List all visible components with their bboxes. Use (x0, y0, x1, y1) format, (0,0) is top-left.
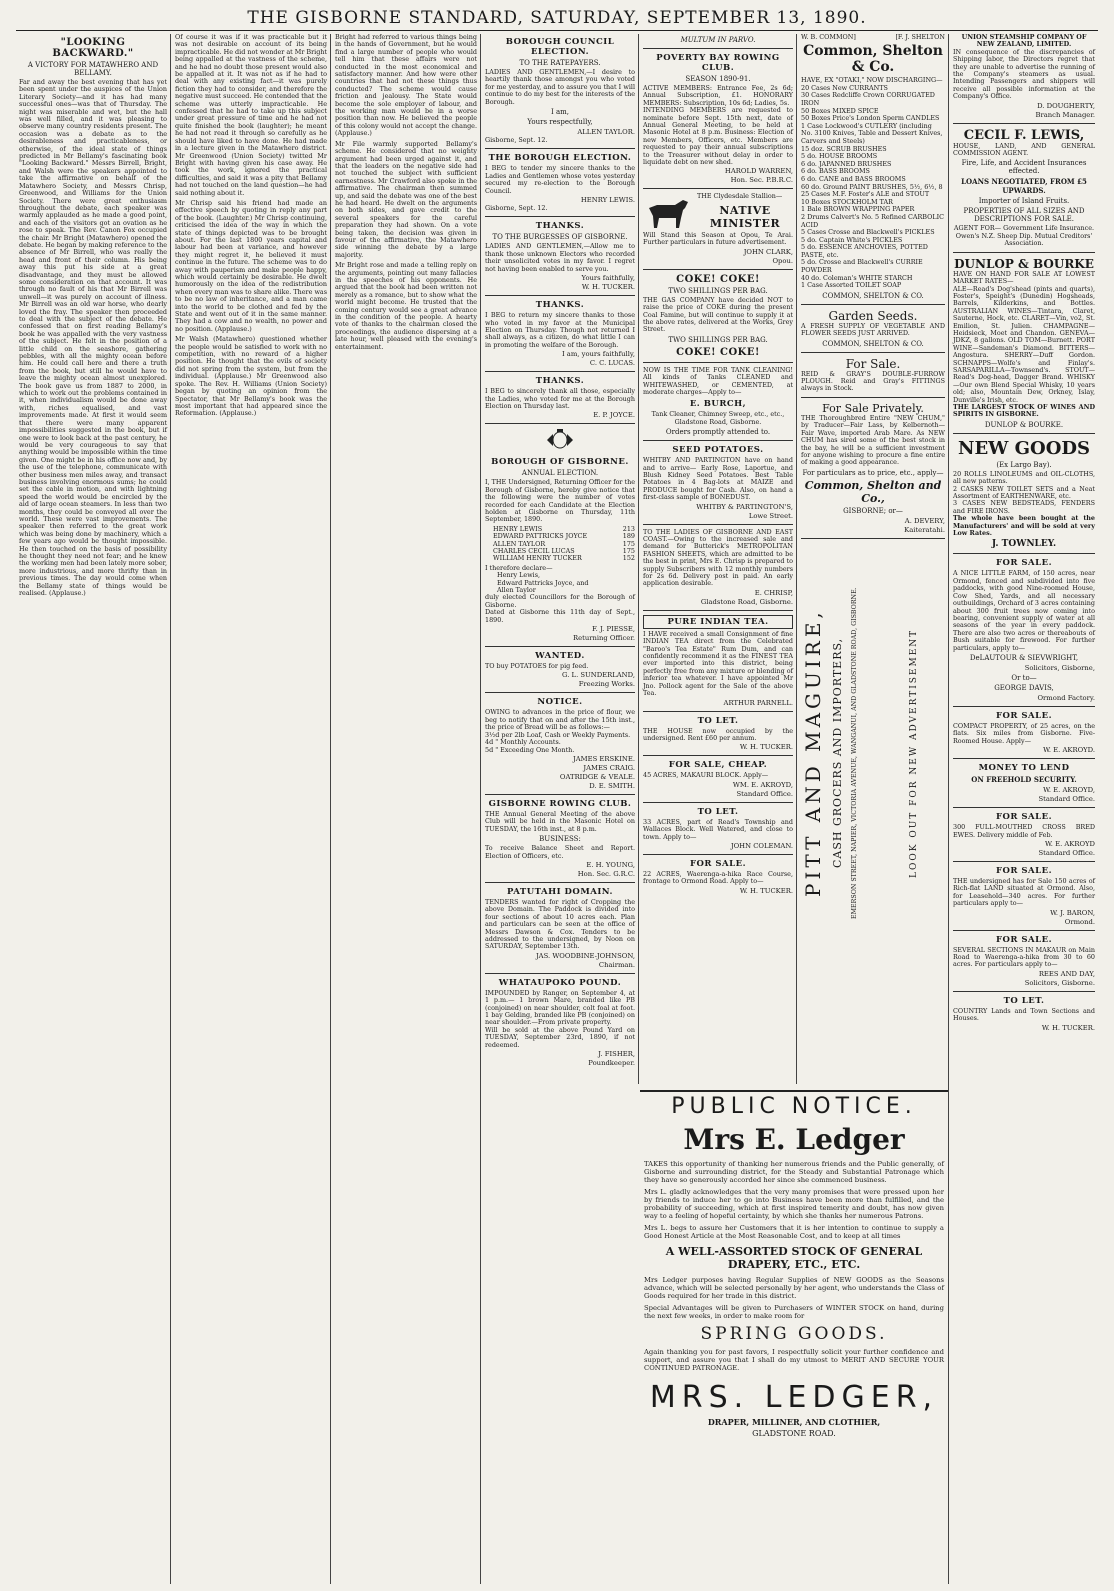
ad-role: Kaiteratahi. (904, 525, 945, 534)
ad-heading: FOR SALE. (995, 710, 1053, 721)
ad-body: I, THE Undersigned, Returning Officer for the Borough of Gisborne, hereby give notice that the following were the number of votes recorded for each Candidate at the Election holden at Gisborne on Thursday, 11th September, 1890. (485, 478, 635, 524)
divider (643, 269, 793, 270)
ad-signature: COMMON, SHELTON & CO. (822, 291, 924, 300)
divider (485, 371, 635, 372)
masthead: THE GISBORNE STANDARD, SATURDAY, SEPTEMBER 13, 1890. (247, 8, 867, 28)
ad-body: IMPOUNDED by Ranger, on September 4, at 1 p.m.— 1 brown Mare, branded like PB (conjoined) on near shoulder, colt foal at foot. 1 bay Gelding, branded like PB (conjoined) on near shoulder.—From private property. (485, 988, 635, 1027)
ad-body: LADIES AND GENTLEMEN,—Allow me to thank those unknown Electors who recorded their unsolicited votes in my favor. I regret not having been enabled to serve you. (485, 242, 635, 273)
ad-role: Branch Manager. (1035, 110, 1095, 119)
ad-signature: JAMES ERSKINE. (573, 754, 635, 763)
merchant-role: DRAPER, MILLINER, AND CLOTHIER, (707, 1417, 881, 1427)
stallion-ad (643, 193, 793, 231)
ad-signature: J. FISHER, (598, 1050, 635, 1059)
ad-signature: DeLAUTOUR & SIEVWRIGHT, (969, 653, 1079, 662)
ad-body: The whole have been bought at the Manufacturers' and will be sold at very Low Rates. (953, 514, 1095, 538)
candidate-name: EDWARD PATTRICKS JOYCE (493, 532, 588, 541)
column-agents (950, 34, 1098, 1584)
vote-count: 175 (622, 547, 635, 555)
ad-subheading: ANNUAL ELECTION. (521, 469, 599, 478)
ad-heading: PATUTAHI DOMAIN. (506, 886, 613, 897)
ad-heading: FOR SALE. (995, 934, 1053, 945)
list-item: 20 ROLLS LINOLEUMS and OIL-CLOTHS, all new patterns. (953, 469, 1095, 486)
ad-text: Or to— (1011, 673, 1037, 682)
ad-role: Hon. Sec. P.B.R.C. (730, 176, 793, 185)
article-body: Mr Chrisp said his friend had made an effective speech by quoting in reply any part of the book. (Laughter.) Mr Chrisp continuing, criticised the idea of the way in which the state of things depicted was to be brought about. For the last 1800 years capital and labour had been at variance, and however they might regret it, he believed it must continue in the future. The scheme was to do away with pauperism and make people happy, which would certainly be desirable. He dwelt humorously on the idea of the redistribution when every man was to share alike. There was to be no law of inheritance, and a man came into the world to be clothed and fed by the State and went out of it in the same manner. They had a cow and no wealth, no power and no position. (Applause.) (175, 198, 327, 333)
ad-body: OWING to advances in the price of flour, we beg to notify that on and after the 15th inst., the price of Bread will be as follows:— (485, 708, 635, 732)
ad-signature: G. L. SUNDERLAND, (562, 671, 635, 680)
ad-body: THE GAS COMPANY have decided NOT to raise the price of COKE during the present Coal Famine, but will continue to supply it at the above rates, delivered at the Works, Grey Street. (643, 295, 793, 334)
list-item: 20 Cases New CURRANTS (801, 83, 888, 92)
ad-body: A NICE LITTLE FARM, of 150 acres, near Ormond, fenced and subdivided into five paddocks, with good Nine-roomed House, Cow Shed, Yards, and all necessary outbuildings, Orchard of 3 acres containing about 300 fruit trees now coming into bearing, convenient supply of water at all seasons of the year in every paddock. There are also two acres or thereabouts of Bush suitable for firewood. For further particulars, apply to— (953, 569, 1095, 652)
notice-paragraph: Mrs L. begs to assure her Customers that it is her intention to continue to supply a Good Honest Article at the Most Reasonable Cost, and to keep at all times (644, 1224, 944, 1240)
ad-heading: MONEY TO LEND (978, 763, 1070, 774)
column-looking-backward (16, 34, 170, 1584)
ad-signature: ALLEN TAYLOR. (577, 128, 635, 137)
ad-heading: FOR SALE. (995, 812, 1053, 823)
article-body: Mr File warmly supported Bellamy's scheme. He considered that no weighty argument had been urged against it, and that the leaders on the negative side had not touched the subject with sufficient earnestness. Mr Crawford also spoke in the affirmative. The chairman then summed up, and said the debate was one of the best he had heard. He dwelt on the arguments on both sides, and gave credit to the several speakers for the careful preparation they had shown. On a vote being taken, the decision was given in favour of the affirmative, the Matawhero side winning the debate by a large majority. (335, 139, 477, 259)
ad-signature: E. CHRISP, (754, 588, 793, 597)
ad-body: 22 ACRES, Waerenga-a-hika Race Course, frontage to Ormond Road. Apply to— (643, 869, 793, 886)
article-subtitle: A VICTORY FOR MATAWHERO AND BELLAMY. (27, 61, 159, 77)
price-line: 3½d per 2lb Loaf, Cash or Weekly Payments. (485, 730, 631, 739)
divider (953, 861, 1095, 862)
ad-role: Chairman. (598, 960, 635, 969)
ad-signature: REES AND DAY, (1038, 969, 1095, 978)
ad-signature: F. J. PIESSE, (591, 625, 635, 634)
ad-text: Fire, Life, and Accident Insurances effected. (961, 159, 1087, 176)
ad-heading: THE BOROUGH ELECTION. (488, 153, 632, 164)
ad-text: Orders promptly attended to. (665, 428, 771, 437)
ad-subheading: TWO SHILLINGS PER BAG. (668, 286, 768, 295)
divider (801, 538, 945, 539)
ad-signature: HAROLD WARREN, (724, 167, 793, 176)
article-body: Far and away the best evening that has yet been spent under the auspices of the Union Literary Society—and it has had many successful ones—was that of Thursday. The night was miserable and wet, but the hall was well filled, and it was pleasing to observe many country residents present. The occasion was a debate as to the desirableness and practicableness, or otherwise, of the ideal state of things predicted in Mr Bellamy's fascinating book "Looking Backward." Messrs Birrell, Bright, and Walsh were the speakers appointed to take the affirmative on behalf of the Matawhero Society, and Messrs Chrisp, Greenwood, and Williams for the Union Society. There were great enthusiasm throughout the debate, each speaker was warmly applauded as he made a good point, and each of the visitors got an ovation as he rose to speak. The Rev. Canon Fox occupied the chair. Mr Bright (Matawhero) opened the debate. He began by making reference to the absence of Mr Birrell, who was really the head and front of their column. His being away this put his side at a great disadvantage, and they must be allowed some consideration on that account. It was through no fault of his that Mr Birrell was unwell—it was purely on account of illness. Mr Birrell was an old war horse, who dearly loved the fray. The speaker then proceeded to deal with the subject of the debate. He confessed that on first reading Bellamy's book he was appalled with the very vastness of the subject. He felt in the position of a little child on the seashore, gathering pebbles, with all the mighty ocean before him. He could call here and there a truth from the book, but still he would have to leave the mighty ocean almost unexplored. The book gave us from 1887 to 2000, in which to work out the problems contained in it, when individualism would be done away with, riches equalised, and vast improvements made. At first it would seem that there were many apparent impossibilities suggested in the book, but if one were to look back at the past century, he would be very courageous to say that anything would be impossible within the time given. One might be in his office now and, by the use of the telephone, communicate with other business men miles away, and transact business involving enormous sums; he could set the cable in motion, and with lightning speed the world would be encircled by the aid of large ocean steamers. In less than two months, they could be conveyed all over the world. These were vast improvements. The speaker then referred to the great work which was being done by machinery, which a few years ago would be thought impossible. He then touched on the basis of possibility he thought they need not fear; and he knew the working men had been lately more sober, more industrious, and more thrifty than in previous times. The day would come when the Bellamy state of things would be realised. (Applause.) (19, 78, 167, 598)
firm-title: Common, Shelton & Co. (803, 43, 943, 76)
list-item: 6 do. BASS BROOMS (801, 167, 870, 176)
ad-signature: HENRY LEWIS. (580, 196, 635, 205)
list-item: 60 do. Ground PAINT BRUSHES, 5½, 6½, 8 (801, 182, 943, 191)
ad-body: 45 ACRES, MAKAURI BLOCK. Apply— (643, 771, 769, 780)
ad-date: Dated at Gisborne this 11th day of Sept., 1890. (485, 608, 635, 624)
notice-paragraph: Special Advantages will be given to Purchasers of WINTER STOCK on hand, during the next few weeks, in order to make room for (644, 1304, 944, 1320)
ad-body: HOUSE, LAND, AND GENERAL COMMISSION AGENT. (953, 141, 1095, 158)
ad-body: AGENT FOR— Government Life Insurance. Owen's N.Z. Sheep Dip. Mutual Creditors' Association. (953, 224, 1095, 248)
column-local-ads (640, 34, 796, 1084)
list-item: 5 do. Captain White's PICKLES (801, 235, 903, 244)
divider (485, 423, 635, 424)
ad-signature: OATRIDGE & VEALE. (559, 772, 635, 781)
list-item: 5 do. Crosse and Blackwell's CURRIE POWDER (801, 258, 923, 275)
divider (643, 854, 793, 855)
divider (953, 433, 1095, 434)
divider (801, 397, 945, 398)
ad-body: ON FREEHOLD SECURITY. (971, 775, 1077, 785)
ad-signature: J. TOWNLEY. (991, 539, 1057, 550)
list-item: 3 CASES NEW BEDSTEADS, FENDERS and FIRE IRONS. (953, 499, 1095, 515)
column-debate-continued (172, 34, 330, 1584)
ad-text: THE Clydesdale Stallion— (697, 192, 783, 201)
ad-text: PROPERTIES OF ALL SIZES AND DESCRIPTIONS FOR SALE. (963, 207, 1085, 224)
divider (485, 646, 635, 647)
ad-signature: W. H. TUCKER. (1041, 1023, 1095, 1032)
column-debate-end (332, 34, 480, 1584)
article-body: Mr Bright rose and made a telling reply on the arguments, pointing out many fallacies in the speeches of his opponents. He argued that the book had been written not merely as a romance, but to show what the world might become. He trusted that the coming century would see a great advance in the condition of the people. A hearty vote of thanks to the chairman closed the proceedings, the audience dispersing at a late hour, well pleased with the evening's entertainment. (335, 261, 477, 351)
elected-name: Allen Taylor (497, 586, 536, 595)
ad-role: Solicitors, Gisborne, (1024, 663, 1095, 672)
ad-role: Standard Office. (1038, 848, 1095, 857)
ad-text: LOANS NEGOTIATED, FROM £5 UPWARDS. (961, 177, 1087, 196)
vertical-subtitle: CASH GROCERS AND IMPORTERS, (831, 637, 844, 868)
elected-name: Edward Pattricks Joyce, and (497, 578, 589, 587)
ad-text: I am, yours faithfully, (561, 350, 635, 359)
ad-text: Tank Cleaner, Chimney Sweep, etc., etc., Gladstone Road, Gisborne. (651, 410, 785, 426)
ad-body: THE Thoroughbred Entire "NEW CHUM," by Traducer—Fair Lass, by Kelbernoth—Fair Wave, imported Arab Mare. As NEW CHUM has sired some of the best stock in the bay, he will be a sufficient investment for anyone wishing to procure a fine entire of making a good appearance. (801, 413, 945, 467)
divider (953, 930, 1095, 931)
ad-heading: FOR SALE, CHEAP. (668, 760, 768, 771)
divider (485, 216, 635, 217)
ad-signature: JAMES CRAIG. (583, 763, 635, 772)
list-item: 5 Cases Crosse and Blackwell's PICKLES (801, 228, 935, 237)
ad-body: INTENDING MEMBERS are requested to nominate before Sept. 15th next, date of Annual General Meeting, to be held at Masonic Hotel at 8 p.m. Business: Election of new Members, Officers, etc. Members are requested to pay their annual subscriptions to the Treasurer without delay in order to liquidate debt on new shed. (643, 106, 793, 167)
public-notice-ad (640, 1090, 948, 1584)
notice-paragraph: Mrs L. gladly acknowledges that the very many promises that were pressed upon her by friends to induce her to go into Business have been more than fulfilled, and the probability of succeeding, which at first inspired temerity and doubt, has now given way to a feeling of hopeful certainty, by which she thanks her numerous Patrons. (644, 1188, 944, 1220)
ad-role: Standard Office. (1038, 795, 1095, 804)
ad-text: GISBORNE; or— (843, 506, 903, 515)
vote-count: 152 (622, 554, 635, 563)
list-item: 50 Boxes MIXED SPICE (801, 106, 879, 115)
ad-heading: TO LET. (1003, 995, 1045, 1006)
divider (953, 123, 1095, 124)
list-item: 50 Boxes Price's London Sperm CANDLES (801, 114, 940, 123)
candidate-name: HENRY LEWIS (493, 524, 543, 533)
ad-role: Opou. (772, 256, 793, 265)
list-item: 15 doz. SCRUB BRUSHES (801, 144, 887, 153)
ad-heading: For Sale. (845, 356, 901, 371)
divider (485, 692, 635, 693)
ad-signature: W. H. TUCKER. (739, 743, 793, 752)
ad-body: TO buy POTATOES for pig feed. (485, 662, 589, 671)
ad-signature: W. J. BARON, (1050, 908, 1095, 917)
vertical-address: EMERSON STREET, NAPIER, VICTORIA AVENUE, WANGANUI, AND GLADSTONE ROAD, GISBORNE. (851, 586, 858, 919)
vertical-notice: LOOK OUT FOR NEW ADVERTISEMENT (909, 628, 919, 878)
column-merchants (798, 34, 948, 1084)
result-row (493, 555, 635, 562)
ad-text: BUSINESS: (539, 835, 581, 844)
ad-heading: PURE INDIAN TEA. (643, 615, 793, 629)
ad-body: IN consequence of the discrepancies of Shipping labor, the Directors regret that they are unable to advertise the running of the Company's steamers as usual. Intending Passengers and shippers will receive all possible information at the Company's Office. (953, 47, 1095, 101)
ad-subheading: SEASON 1890-91. (685, 75, 751, 83)
ad-heading: BOROUGH OF GISBORNE. (491, 457, 629, 468)
divider (643, 362, 793, 363)
ad-body: THE undersigned has for Sale 150 acres of Rich-flat LAND situated at Ormond. Also, for Leasehold—340 acres. For further particulars apply to— (953, 876, 1095, 908)
divider (953, 758, 1095, 759)
ad-date: Gisborne, Sept. 12. (485, 136, 548, 145)
ad-signature: W. E. AKROYD. (1043, 746, 1095, 755)
ad-body: THE Annual General Meeting of the above Club will be held in the Masonic Hotel on TUESDAY, the 16th inst., at 8 p.m. (485, 809, 635, 833)
ad-body: I BEG to sincerely thank all those, especially the Ladies, who voted for me at the Borough Election on Thursday last. (485, 387, 635, 410)
divider (643, 440, 793, 441)
list-item: 40 do. Coleman's WHITE STARCH (801, 273, 913, 282)
ad-signature: GEORGE DAVIS, (994, 683, 1054, 692)
candidate-name: ALLEN TAYLOR (493, 539, 546, 548)
ad-body: I BEG to tender my sincere thanks to the Ladies and Gentlemen whose votes yesterday secured my re-election to the Borough Council. (485, 164, 635, 195)
column-rule (330, 34, 331, 1584)
ad-subheading: TO THE BURGESSES OF GISBORNE. (492, 233, 628, 242)
ad-heading: THANKS. (535, 376, 585, 387)
ad-role: Solicitors, Gisborne. (1024, 978, 1095, 987)
ad-heading: UNION STEAMSHIP COMPANY OF NEW ZEALAND, LIMITED. (961, 34, 1087, 49)
divider (953, 252, 1095, 253)
ad-role: Poundkeeper. (588, 1059, 635, 1068)
list-item: 6 do. CANE and BASS BROOMS (801, 174, 906, 183)
ad-heading: Garden Seeds. (828, 308, 918, 323)
list-item: 1 Case Lockwood's CUTLERY (including No. 3100 Knives, Table and Dessert Knives, Carvers and Steels) (801, 121, 943, 145)
list-item: 10 Boxes STOCKHOLM TAR (801, 197, 893, 206)
ad-text: Yours respectfully, (527, 118, 593, 127)
ad-body: NOW IS THE TIME FOR TANK CLEANING! All kinds of Tanks CLEANED and WHITEWASHED, or CEMENTED, at moderate charges—Apply to— (643, 365, 793, 396)
ad-signature: D. E. SMITH. (589, 781, 635, 790)
ad-signature: ARTHUR PARNELL. (723, 698, 793, 707)
ad-body: HAVE ON HAND FOR SALE AT LOWEST MARKET RATES— (953, 269, 1095, 286)
ad-body: LADIES AND GENTLEMEN,—I desire to heartily thank those amongst you who voted for me yesterday, and to assure you that I will continue to do my best for the interests of the Borough. (485, 68, 635, 106)
ad-signature: WHITBY & PARTINGTON'S, (696, 502, 793, 511)
column-rule (480, 34, 481, 1584)
ad-text: Importer of Island Fruits. (978, 197, 1070, 206)
list-item: 6 do. JAPANNED BRUSHES (801, 159, 892, 168)
ad-signature: W. E. AKROYD (1044, 839, 1095, 848)
candidate-name: WILLIAM HENRY TUCKER (493, 554, 582, 563)
ad-heading: THANKS. (535, 300, 585, 311)
ad-signature: E. BURCH, (689, 399, 747, 410)
ad-body: TO THE LADIES OF GISBORNE AND EAST COAST.—Owing to the increased sale and demand for Butterick's METROPOLITAN FASHION SHEETS, which are admitted to be the best in print, Mrs E. Chrisp is prepared to supply Subscribers with 12 monthly numbers for 2s 6d. Delivery post in paid. An early application desirable. (643, 527, 793, 588)
ad-body: 33 ACRES, part of Read's Township and Wallaces Block. Well Watered, and close to town. Apply to— (643, 817, 793, 841)
divider (643, 711, 793, 712)
ad-role: Lowe Street. (748, 511, 793, 520)
ad-body: Will be sold at the above Pound Yard on TUESDAY, September 23rd, 1890, if not redeemed. (485, 1025, 635, 1049)
article-title: "LOOKING BACKWARD." (52, 37, 134, 59)
ad-body: ALE—Read's Dog'shead (pints and quarts), Foster's, Speight's (Dunedin) Hogsheads, Barrels, Kilderkins, and Bottles. AUSTRALIAN WINES—Tintara, Claret, Sauterne, Hock, etc. CLARET—Vin, vo2, St. Emilion, St. Julien. CHAMPAGNE—Heidsieck, Moet and Chandon. GENEVA—JDKZ, 8 gallons. OLD TOM—Burnett. PORT WINE—Sandeman's Diamond. BITTERS—Angostura. SHERRY—Duff Gordon. SCHNAPPS—Wolfe's and Finlay's. SARSAPARILLA—Townsend's. STOUT—Read's Dog-head, Dagger Brand. WHISKY—Our own Blend Special Whisky, 10 years old; also, Mountain Dew, Orkney, Islay, Dunville's Irish, etc. (953, 284, 1095, 404)
ad-role: Standard Office. (736, 789, 793, 798)
ad-heading: FOR SALE. (689, 858, 747, 869)
ad-role: Returning Officer. (572, 634, 635, 643)
vertical-advert (801, 543, 945, 963)
divider (485, 973, 635, 974)
column-rule (948, 34, 949, 1584)
price-line: 5d " Exceeding One Month. (485, 745, 575, 754)
ad-text: I am, (550, 108, 570, 117)
ad-signature: A. DEVERY, (904, 516, 945, 525)
ad-role: Hon. Sec. G.R.C. (577, 869, 635, 878)
list-item: 5 do. ESSENCE ANCHOVIES, POTTED PASTE, etc. (801, 243, 928, 259)
divider (801, 304, 945, 305)
ad-signature: JAS. WOODBINE-JOHNSON, (535, 951, 635, 960)
merchant-big-name: MRS. LEDGER, (649, 1380, 939, 1415)
ad-role: Ormond. (1064, 917, 1095, 926)
ad-heading: POVERTY BAY ROWING CLUB. (656, 53, 780, 73)
divider (643, 524, 793, 525)
list-item: 2 CASKS NEW TOILET SETS and a Neat Assortment of EARTHENWARE, etc. (953, 484, 1095, 501)
ad-body: COMPACT PROPERTY, of 25 acres, on the flats. Six miles from Gisborne. Five-Roomed House. Apply— (953, 721, 1095, 745)
ad-text: Yours faithfully, (581, 274, 635, 283)
notice-paragraph: Mrs Ledger purposes having Regular Supplies of NEW GOODS as the Seasons advance, which will be selected personally by her agent, who understands the Class of Goods required for her trade in this district. (644, 1276, 944, 1300)
goods-list (801, 85, 945, 290)
ad-signature: W. H. TUCKER. (739, 886, 793, 895)
ad-body: ACTIVE MEMBERS: Entrance Fee, 2s 6d; Annual Subscription, £1. HONORARY MEMBERS: Subscription, 10s 6d; Ladies, 5s. (643, 84, 793, 107)
ad-body: To receive Balance Sheet and Report. Election of Officers, etc. (485, 844, 635, 860)
merchant-address: GLADSTONE ROAD. (752, 1429, 836, 1438)
candidate-name: CHARLES CECIL LUCAS (493, 547, 575, 555)
ad-body: COUNTRY Lands and Town Sections and Houses. (953, 1006, 1095, 1023)
horse-icon (643, 196, 693, 230)
divider (953, 991, 1095, 992)
list-item: 5 do. HOUSE BROOMS (801, 152, 878, 161)
vote-count: 213 (622, 524, 635, 533)
ad-body: Will Stand this Season at Opou, Te Arai. Further particulars in future advertisement. (643, 230, 793, 247)
ad-role: Freezing Works. (578, 680, 635, 689)
ad-text: I therefore declare— (485, 563, 553, 572)
notice-paragraph: TAKES this opportunity of thanking her numerous friends and the Public generally, of Gisborne and surrounding district, for the Steady and Substantial Patronage which they have so generously accorded her since she commenced business. (644, 1160, 944, 1184)
ad-heading: COKE! COKE! (676, 273, 760, 285)
firm-partners (801, 34, 945, 41)
section-header: MULTUM IN PARVO. (680, 36, 756, 44)
divider (953, 553, 1095, 554)
list-item: 1 Bale BROWN WRAPPING PAPER (801, 205, 915, 214)
ad-heading: FOR SALE. (995, 558, 1053, 569)
horse-name: NATIVE MINISTER (709, 203, 781, 230)
divider (485, 148, 635, 149)
ad-subheading: TO THE RATEPAYERS. (519, 59, 601, 67)
notice-title: PUBLIC NOTICE. (671, 1094, 917, 1119)
divider (485, 295, 635, 296)
crest-emblem (543, 428, 577, 450)
column-rule (796, 34, 797, 1084)
ad-signature: E. P. JOYCE. (593, 411, 635, 420)
ad-heading: TO LET. (697, 715, 739, 726)
ad-text: For particulars as to price, etc., apply— (802, 468, 944, 477)
column-rule (170, 34, 171, 1584)
ad-heading: NEW GOODS (958, 437, 1090, 459)
divider (953, 807, 1095, 808)
column-rule (638, 34, 639, 1084)
ad-heading: NOTICE. (537, 697, 583, 708)
article-body: Mr Walsh (Matawhero) questioned whether the people would be satisfied to work with no competition, with no reward of a higher position. He thought that the evils of society did not spring from the system, but from the individual. (Applause.) Mr Greenwood also spoke. The Rev. H. Williams (Union Society) began by quoting an opinion from the Spectator, that Mr Bellamy's book was the most important that had appeared since the Reformation. (Applause.) (175, 335, 327, 418)
ad-heading: COKE! COKE! (676, 346, 760, 358)
spring-goods-heading: SPRING GOODS. (700, 1324, 888, 1344)
ad-heading: THANKS. (535, 221, 585, 232)
ad-heading: DUNLOP & BOURKE (954, 256, 1094, 271)
elected-name: Henry Lewis, (497, 571, 541, 580)
ad-body: THE HOUSE now occupied by the undersigned. Rent £60 per annum. (643, 726, 793, 742)
ad-signature: WM. E. AKROYD, (732, 780, 793, 789)
ad-signature: D. DOUGHERTY, (1037, 101, 1095, 110)
ad-text: duly elected Councillors for the Borough of Gisborne. (485, 593, 635, 609)
ad-subheading: TWO SHILLINGS PER BAG. (668, 335, 768, 344)
partner-name: W. B. COMMON] (801, 34, 856, 41)
ad-body: 300 FULL-MOUTHED CROSS BRED EWES. Delivery middle of Feb. (953, 823, 1095, 839)
divider (485, 794, 635, 795)
ad-signature: DUNLOP & BOURKE. (984, 420, 1064, 429)
ad-heading: For Sale Privately. (822, 401, 924, 415)
vertical-firm-name: PITT AND MAGUIRE, (801, 608, 825, 898)
divider (643, 755, 793, 756)
divider (643, 610, 793, 611)
divider (643, 802, 793, 803)
ad-heading: GISBORNE ROWING CLUB. (488, 798, 632, 809)
ad-signature: W. H. TUCKER. (581, 283, 635, 292)
ad-body: THE LARGEST STOCK OF WINES AND SPIRITS IN GISBORNE. (953, 403, 1095, 419)
ad-signature: W. E. AKROYD, (1043, 786, 1095, 795)
ad-body: SEVERAL SECTIONS IN MAKAUR on Main Road to Waerenga-a-hika from 30 to 60 acres. For particulars apply to— (953, 945, 1095, 969)
column-borough-notices (482, 34, 638, 1584)
coat-of-arms (485, 428, 635, 454)
stock-heading: A WELL-ASSORTED STOCK OF GENERAL DRAPERY, ETC., ETC. (665, 1245, 923, 1271)
ad-signature: E. H. YOUNG, (586, 860, 635, 869)
ad-body: I HAVE received a small Consignment of fine INDIAN TEA direct from the Celebrated "Baroo's Tea Estate" Rum Dum, and can confidently recommend it as the FINEST TEA ever imported into this district, being perfectly free from any mixture or blending of inferior tea whatever. I have appointed Mr Jno. Pollock agent for the Sale of the above Tea. (643, 629, 793, 698)
ad-heading: WANTED. (535, 651, 585, 662)
ad-signature: JOHN COLEMAN. (730, 841, 793, 850)
ad-signature: C. C. LUCAS. (589, 359, 635, 368)
ad-firm: Common, Shelton and Co., (804, 478, 942, 505)
ad-body: I BEG to return my sincere thanks to those who voted in my favor at the Municipal Election on Thursday. Though not returned I shall always, as a citizen, do what little I can in promoting the welfare of the Borough. (485, 311, 635, 349)
divider (801, 352, 945, 353)
ad-role: Ormond Factory. (1037, 693, 1095, 702)
ad-body: HAVE, EX "OTAKI," NOW DISCHARGING— (801, 76, 943, 85)
ad-heading: CECIL F. LEWIS, (963, 127, 1085, 143)
ad-heading: SEED POTATOES. (672, 445, 764, 456)
ad-body: REID & GRAY'S DOUBLE-FURROW PLOUGH. Reid and Gray's FITTINGS always in Stock. (801, 369, 945, 393)
ad-heading: TO LET. (697, 806, 739, 817)
ad-heading: BOROUGH COUNCIL ELECTION. (505, 37, 615, 57)
vote-count: 175 (622, 539, 635, 548)
merchant-name: Mrs E. Ledger (683, 1123, 905, 1156)
list-item: 30 Cases Redcliffe Crown CORRUGATED IRON (801, 91, 935, 107)
list-item: 1 Case Assorted TOILET SOAP (801, 281, 902, 290)
ad-body: A FRESH SUPPLY OF VEGETABLE AND FLOWER SEEDS JUST ARRIVED. (801, 321, 945, 338)
ad-date: Gisborne, Sept. 12. (485, 204, 548, 213)
notice-paragraph: Again thanking you for past favors, I respectfully solicit your further confidence and support, and assure you that I shall do my utmost to MERIT AND SECURE YOUR CONTINUED PATRONAGE. (644, 1348, 944, 1372)
divider (643, 188, 793, 189)
results-list (493, 526, 635, 563)
divider (485, 882, 635, 883)
ad-signature: JOHN CLARK, (743, 247, 793, 256)
partner-name: [F. J. SHELTON (895, 34, 945, 41)
ad-heading: FOR SALE. (995, 865, 1053, 876)
ad-body: TENDERS wanted for right of Cropping the above Domain. The Paddock is divided into four sections of about 10 acres each. Plan and particulars can be seen at the office of Messrs Dawson & Cox. Tenders to be addressed to the undersigned, by Noon on SATURDAY, September 13th. (485, 897, 635, 951)
article-body: Bright had referred to various things being in the hands of Government, but he would find a large number of people who would tell him that these affairs were not conducted in the most economical and satisfactory manner. And how were other countries that had not these things thus conducted? The scheme would cause friction and jealousy. The State would become the sole employer of labour, and the working man would be in a worse position than now. He believed the people of this colony would not accept the change. (Applause.) (335, 34, 477, 138)
ad-role: Gladstone Road, Gisborne. (700, 597, 793, 606)
price-line: 4d " Monthly Accounts. (485, 738, 561, 747)
masthead-rule (16, 30, 1098, 31)
divider (643, 48, 793, 49)
ad-signature: COMMON, SHELTON & CO. (822, 339, 924, 348)
ad-heading: WHATAUPOKO POUND. (498, 977, 622, 988)
ad-body: WHITBY AND PARTINGTON have on hand and to arrive— Early Rose, Laportue, and Blush Kidney Seed Potatoes. Best Table Potatoes in 4 Bag-lots at MAIZE and PRODUCE bought for Cash. Also, on hand a first-class sample of BONEDUST. (643, 456, 793, 502)
vote-count: 189 (622, 532, 635, 541)
divider (953, 706, 1095, 707)
ad-subheading: (Ex Largo Bay). (996, 460, 1052, 469)
article-body: Of course it was if it was practicable but it was not desirable on account of its being impracticable. He did not wonder at Mr Bright being appalled at the vastness of the scheme, and he had no doubt those present would also be appalled at it. It was not as if he had to deal with any existing fact—it was purely fiction they had to consider, and therefore the negative must succeed. He contended that the scheme was utterly impracticable. He confessed that he had to take up this subject under great pressure of time and he had not quite finished the book (laughter); he meant he had not read it through so carefully as he should have liked to have done. He had made in a lecture given in the Matawhero district. Mr Greenwood (Union Society) twitted Mr Bright with having given his case away. He took the work, ignored the practical difficulties, and said it was a pity that Bellamy had not touched on the land question—he had said nothing about it. (175, 34, 327, 197)
list-item: 25 Cases M.F. Foster's ALE and STOUT (801, 190, 930, 199)
list-item: 2 Drums Calvert's No. 5 Refined CARBOLIC ACID (801, 212, 944, 229)
